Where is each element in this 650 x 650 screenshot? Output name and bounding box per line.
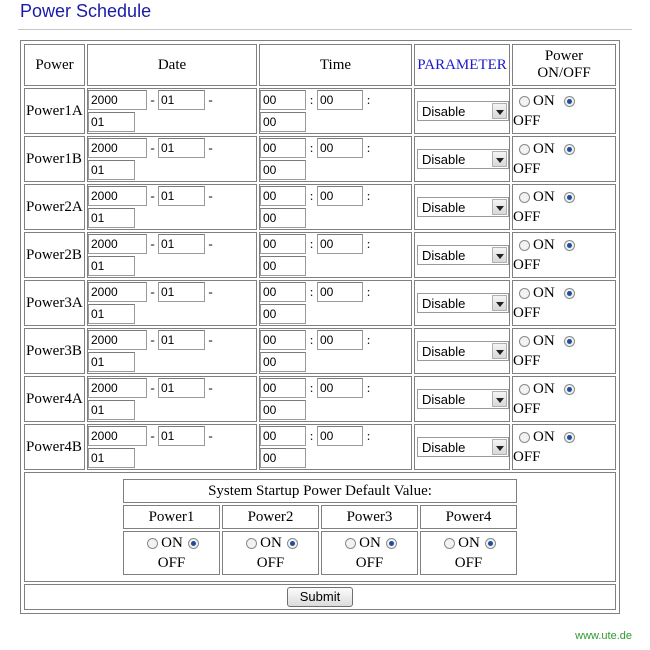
date-cell — [87, 376, 257, 422]
dropdown-arrow-icon[interactable] — [492, 295, 507, 311]
time-separator: : — [366, 92, 371, 107]
startup-off-label: OFF — [355, 555, 384, 571]
year-input[interactable]: 2000 — [88, 282, 147, 302]
date-separator: - — [150, 332, 155, 347]
row-label: Power2A — [24, 184, 85, 230]
schedule-row — [24, 88, 616, 134]
startup-off-radio[interactable] — [188, 538, 199, 549]
schedule-row — [24, 376, 616, 422]
startup-on-radio[interactable] — [246, 538, 257, 549]
month-input[interactable]: 01 — [158, 234, 205, 254]
on-label: ON — [533, 93, 555, 109]
date-separator: - — [208, 380, 213, 395]
date-separator: - — [208, 92, 213, 107]
startup-off-radio[interactable] — [386, 538, 397, 549]
minute-input[interactable]: 00 — [317, 282, 363, 302]
schedule-table — [22, 42, 618, 472]
date-separator: - — [208, 332, 213, 347]
row-label: Power4A — [24, 376, 85, 422]
month-input[interactable]: 01 — [158, 426, 205, 446]
parameter-cell — [414, 184, 510, 230]
time-cell — [259, 232, 412, 278]
title-divider — [18, 29, 632, 30]
submit-row — [24, 584, 616, 610]
month-input[interactable]: 01 — [158, 90, 205, 110]
parameter-select[interactable] — [417, 293, 509, 313]
second-input[interactable]: 00 — [260, 208, 306, 228]
onoff-cell — [512, 376, 616, 422]
off-radio[interactable] — [564, 432, 575, 443]
time-separator: : — [366, 332, 371, 347]
second-input[interactable]: 00 — [260, 400, 306, 420]
startup-on-label: ON — [161, 535, 183, 551]
time-separator: : — [309, 92, 314, 107]
time-separator: : — [366, 380, 371, 395]
footer-link[interactable]: www.ute.de — [575, 630, 632, 642]
parameter-value: Disable — [422, 344, 466, 359]
year-input[interactable]: 2000 — [88, 186, 147, 206]
header-parameter: PARAMETER — [414, 44, 510, 86]
minute-input[interactable]: 00 — [317, 90, 363, 110]
startup-power-header: Power3 — [321, 505, 418, 529]
onoff-cell — [512, 88, 616, 134]
startup-power-value — [321, 531, 418, 575]
hour-input[interactable]: 00 — [260, 186, 306, 206]
startup-off-radio[interactable] — [287, 538, 298, 549]
parameter-value: Disable — [422, 248, 466, 263]
month-input[interactable]: 01 — [158, 282, 205, 302]
startup-table — [121, 477, 519, 577]
hour-input[interactable]: 00 — [260, 138, 306, 158]
time-separator: : — [309, 284, 314, 299]
startup-on-label: ON — [359, 535, 381, 551]
minute-input[interactable]: 00 — [317, 426, 363, 446]
time-cell — [259, 280, 412, 326]
onoff-cell — [512, 328, 616, 374]
header-power: Power — [24, 44, 85, 86]
schedule-row — [24, 424, 616, 470]
month-input[interactable]: 01 — [158, 378, 205, 398]
date-cell — [87, 184, 257, 230]
on-radio[interactable] — [519, 240, 530, 251]
parameter-select[interactable] — [417, 149, 509, 169]
year-input[interactable]: 2000 — [88, 138, 147, 158]
on-label: ON — [533, 189, 555, 205]
submit-button[interactable]: Submit — [287, 587, 353, 607]
startup-header-row — [123, 505, 517, 529]
second-input[interactable]: 00 — [260, 256, 306, 276]
row-label: Power1B — [24, 136, 85, 182]
year-input[interactable]: 2000 — [88, 378, 147, 398]
year-input[interactable]: 2000 — [88, 234, 147, 254]
startup-container — [24, 472, 616, 582]
on-radio[interactable] — [519, 432, 530, 443]
minute-input[interactable]: 00 — [317, 234, 363, 254]
on-radio[interactable] — [519, 336, 530, 347]
off-label: OFF — [513, 449, 541, 465]
month-input[interactable]: 01 — [158, 330, 205, 350]
startup-on-label: ON — [458, 535, 480, 551]
parameter-cell — [414, 280, 510, 326]
parameter-cell — [414, 424, 510, 470]
date-separator: - — [150, 284, 155, 299]
off-label: OFF — [513, 353, 541, 369]
second-input[interactable]: 00 — [260, 352, 306, 372]
onoff-cell — [512, 184, 616, 230]
off-radio[interactable] — [564, 288, 575, 299]
parameter-value: Disable — [422, 392, 466, 407]
parameter-value: Disable — [422, 152, 466, 167]
second-input[interactable]: 00 — [260, 448, 306, 468]
minute-input[interactable]: 00 — [317, 330, 363, 350]
startup-power-value — [222, 531, 319, 575]
year-input[interactable]: 2000 — [88, 90, 147, 110]
date-separator: - — [150, 140, 155, 155]
date-separator: - — [150, 92, 155, 107]
row-label: Power3A — [24, 280, 85, 326]
startup-power-header: Power1 — [123, 505, 220, 529]
parameter-select[interactable] — [417, 341, 509, 361]
time-separator: : — [366, 140, 371, 155]
schedule-panel — [20, 40, 620, 614]
year-input[interactable]: 2000 — [88, 426, 147, 446]
off-label: OFF — [513, 305, 541, 321]
schedule-row — [24, 328, 616, 374]
dropdown-arrow-icon[interactable] — [492, 343, 507, 359]
time-separator: : — [309, 140, 314, 155]
startup-section — [22, 470, 618, 612]
day-input[interactable]: 01 — [88, 448, 135, 468]
date-separator: - — [208, 188, 213, 203]
parameter-value: Disable — [422, 296, 466, 311]
header-date: Date — [87, 44, 257, 86]
dropdown-arrow-icon[interactable] — [492, 391, 507, 407]
on-label: ON — [533, 333, 555, 349]
startup-power-header: Power2 — [222, 505, 319, 529]
header-time: Time — [259, 44, 412, 86]
off-label: OFF — [513, 257, 541, 273]
on-radio[interactable] — [519, 192, 530, 203]
off-label: OFF — [513, 401, 541, 417]
off-radio[interactable] — [564, 384, 575, 395]
day-input[interactable]: 01 — [88, 112, 135, 132]
off-label: OFF — [513, 113, 541, 129]
time-cell — [259, 328, 412, 374]
time-separator: : — [366, 236, 371, 251]
off-radio[interactable] — [564, 96, 575, 107]
onoff-cell — [512, 424, 616, 470]
parameter-cell — [414, 328, 510, 374]
time-separator: : — [309, 332, 314, 347]
time-cell — [259, 184, 412, 230]
page-title: Power Schedule — [20, 1, 152, 21]
time-separator: : — [366, 284, 371, 299]
onoff-cell — [512, 280, 616, 326]
second-input[interactable]: 00 — [260, 304, 306, 324]
dropdown-arrow-icon[interactable] — [492, 103, 507, 119]
parameter-select[interactable] — [417, 437, 509, 457]
startup-title: System Startup Power Default Value: — [123, 479, 517, 503]
date-cell — [87, 328, 257, 374]
row-label: Power3B — [24, 328, 85, 374]
off-radio[interactable] — [564, 336, 575, 347]
year-input[interactable]: 2000 — [88, 330, 147, 350]
time-separator: : — [309, 428, 314, 443]
off-radio[interactable] — [564, 192, 575, 203]
header-row — [24, 44, 616, 86]
day-input[interactable]: 01 — [88, 208, 135, 228]
time-separator: : — [366, 188, 371, 203]
on-label: ON — [533, 381, 555, 397]
time-separator: : — [309, 236, 314, 251]
startup-off-label: OFF — [157, 555, 186, 571]
hour-input[interactable]: 00 — [260, 234, 306, 254]
time-cell — [259, 376, 412, 422]
date-cell — [87, 424, 257, 470]
on-label: ON — [533, 237, 555, 253]
header-onoff-line2: ON/OFF — [537, 65, 591, 81]
parameter-select[interactable] — [417, 389, 509, 409]
startup-value-row — [123, 531, 517, 575]
minute-input[interactable]: 00 — [317, 186, 363, 206]
minute-input[interactable]: 00 — [317, 378, 363, 398]
time-cell — [259, 136, 412, 182]
on-radio[interactable] — [519, 288, 530, 299]
dropdown-arrow-icon[interactable] — [492, 151, 507, 167]
date-separator: - — [208, 284, 213, 299]
parameter-cell — [414, 88, 510, 134]
hour-input[interactable]: 00 — [260, 90, 306, 110]
parameter-select[interactable] — [417, 197, 509, 217]
time-cell — [259, 88, 412, 134]
row-label: Power2B — [24, 232, 85, 278]
day-input[interactable]: 01 — [88, 304, 135, 324]
parameter-cell — [414, 376, 510, 422]
parameter-cell — [414, 136, 510, 182]
hour-input[interactable]: 00 — [260, 378, 306, 398]
month-input[interactable]: 01 — [158, 186, 205, 206]
dropdown-arrow-icon[interactable] — [492, 439, 507, 455]
row-label: Power4B — [24, 424, 85, 470]
startup-on-radio[interactable] — [147, 538, 158, 549]
date-cell — [87, 136, 257, 182]
date-separator: - — [208, 236, 213, 251]
day-input[interactable]: 01 — [88, 160, 135, 180]
on-radio[interactable] — [519, 384, 530, 395]
on-label: ON — [533, 285, 555, 301]
parameter-select[interactable] — [417, 245, 509, 265]
startup-on-radio[interactable] — [345, 538, 356, 549]
onoff-cell — [512, 136, 616, 182]
time-separator: : — [309, 188, 314, 203]
schedule-row — [24, 136, 616, 182]
time-separator: : — [309, 380, 314, 395]
startup-power-value — [420, 531, 517, 575]
month-input[interactable]: 01 — [158, 138, 205, 158]
parameter-value: Disable — [422, 104, 466, 119]
on-label: ON — [533, 429, 555, 445]
time-separator: : — [366, 428, 371, 443]
on-label: ON — [533, 141, 555, 157]
schedule-row — [24, 232, 616, 278]
parameter-value: Disable — [422, 440, 466, 455]
off-radio[interactable] — [564, 144, 575, 155]
startup-off-label: OFF — [454, 555, 483, 571]
onoff-cell — [512, 232, 616, 278]
header-onoff-line1: Power — [544, 48, 584, 64]
off-label: OFF — [513, 209, 541, 225]
date-separator: - — [150, 428, 155, 443]
startup-off-label: OFF — [256, 555, 285, 571]
hour-input[interactable]: 00 — [260, 426, 306, 446]
dropdown-arrow-icon[interactable] — [492, 247, 507, 263]
date-cell — [87, 232, 257, 278]
day-input[interactable]: 01 — [88, 400, 135, 420]
date-cell — [87, 280, 257, 326]
startup-on-radio[interactable] — [444, 538, 455, 549]
row-label: Power1A — [24, 88, 85, 134]
hour-input[interactable]: 00 — [260, 330, 306, 350]
startup-off-radio[interactable] — [485, 538, 496, 549]
date-separator: - — [150, 188, 155, 203]
date-separator: - — [208, 140, 213, 155]
date-separator: - — [150, 236, 155, 251]
hour-input[interactable]: 00 — [260, 282, 306, 302]
parameter-cell — [414, 232, 510, 278]
date-separator: - — [150, 380, 155, 395]
off-radio[interactable] — [564, 240, 575, 251]
startup-power-header: Power4 — [420, 505, 517, 529]
parameter-select[interactable] — [417, 101, 509, 121]
startup-power-value — [123, 531, 220, 575]
header-onoff — [512, 44, 616, 86]
off-label: OFF — [513, 161, 541, 177]
second-input[interactable]: 00 — [260, 112, 306, 132]
schedule-row — [24, 280, 616, 326]
parameter-value: Disable — [422, 200, 466, 215]
time-cell — [259, 424, 412, 470]
date-cell — [87, 88, 257, 134]
minute-input[interactable]: 00 — [317, 138, 363, 158]
day-input[interactable]: 01 — [88, 352, 135, 372]
schedule-row — [24, 184, 616, 230]
second-input[interactable]: 00 — [260, 160, 306, 180]
startup-on-label: ON — [260, 535, 282, 551]
on-radio[interactable] — [519, 144, 530, 155]
dropdown-arrow-icon[interactable] — [492, 199, 507, 215]
date-separator: - — [208, 428, 213, 443]
on-radio[interactable] — [519, 96, 530, 107]
day-input[interactable]: 01 — [88, 256, 135, 276]
